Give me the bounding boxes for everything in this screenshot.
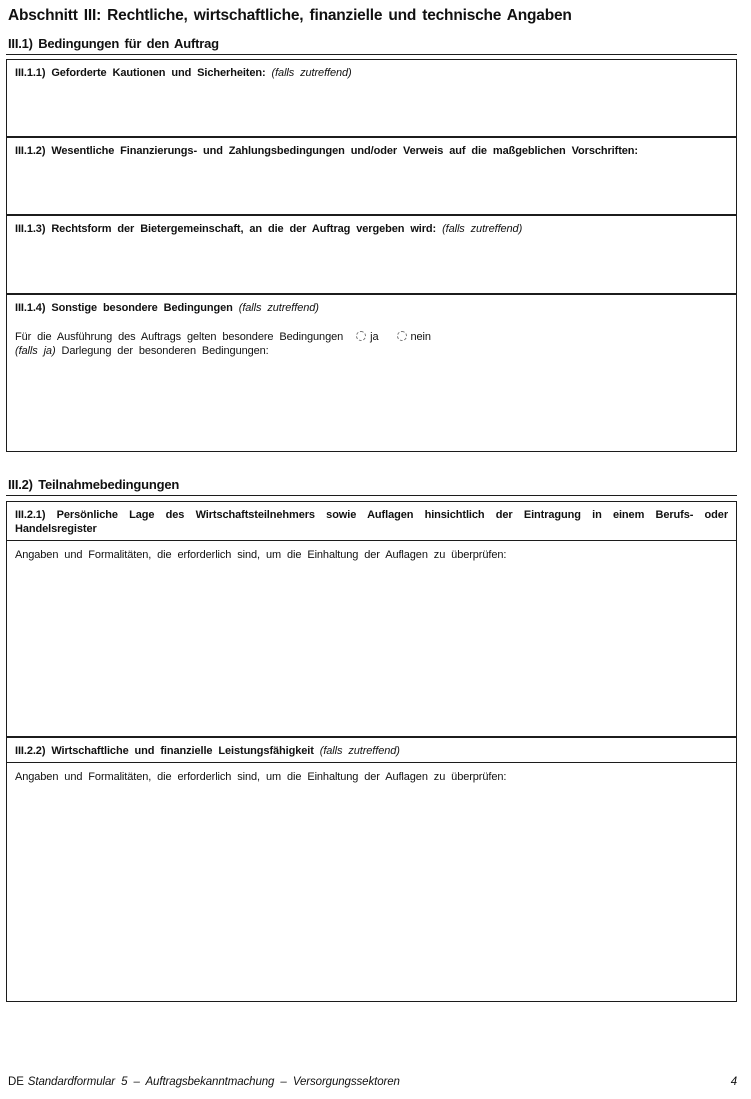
field-note-III-1-3: (falls zutreffend): [442, 223, 523, 235]
special-conditions-question-row: [15, 330, 728, 344]
special-conditions-question: Für die Ausführung des Auftrags gelten besondere Bedingungen: [15, 331, 344, 343]
radio-nein-label: nein: [410, 331, 431, 343]
page-footer: [6, 1075, 737, 1089]
radio-ja-label: ja: [370, 331, 379, 343]
conditional-note: (falls ja): [15, 345, 56, 357]
field-box-III-2-2: [6, 737, 737, 1002]
page-title: Abschnitt III: Rechtliche, wirtschaftliche, finanzielle und technische Angaben: [8, 7, 572, 24]
radio-nein[interactable]: [397, 331, 407, 341]
field-box-III-1-4: [6, 294, 737, 452]
field-header-III-2-2: [7, 738, 736, 763]
conditional-text: Darlegung der besonderen Bedingungen:: [61, 345, 269, 357]
field-note-III-1-1: (falls zutreffend): [271, 67, 352, 79]
field-note-III-2-2: (falls zutreffend): [319, 745, 400, 757]
field-label-row: [15, 144, 728, 158]
field-label-row: [15, 301, 728, 315]
section-heading-III-1: III.1) Bedingungen für den Auftrag: [6, 37, 737, 55]
form-page: [6, 7, 737, 1002]
field-body-III-2-2: Angaben und Formalitäten, die erforderlich sind, um die Einhaltung der Auflagen zu überprüfen:: [15, 771, 507, 783]
field-label-III-2-2: III.2.2) Wirtschaftliche und finanzielle Leistungsfähigkeit: [15, 745, 314, 757]
footer-form-name: Standardformular 5 – Auftragsbekanntmachung – Versorgungssektoren: [27, 1076, 400, 1088]
radio-ja[interactable]: [356, 331, 366, 341]
field-box-III-1-2: [6, 137, 737, 215]
footer-language-code: DE: [8, 1076, 24, 1088]
section-heading-III-2: III.2) Teilnahmebedingungen: [6, 478, 737, 496]
field-label-III-1-2: III.1.2) Wesentliche Finanzierungs- und Zahlungsbedingungen und/oder Verweis auf die maßgeblichen Vorschriften:: [15, 145, 638, 157]
field-label-row: [15, 66, 728, 80]
field-box-III-2-1: [6, 501, 737, 737]
field-label-III-1-3: III.1.3) Rechtsform der Bietergemeinschaft, an die der Auftrag vergeben wird:: [15, 223, 437, 235]
field-label-III-1-4: III.1.4) Sonstige besondere Bedingungen: [15, 302, 233, 314]
conditional-row: [15, 344, 728, 358]
field-box-III-1-1: [6, 59, 737, 137]
field-body-III-2-1: Angaben und Formalitäten, die erforderlich sind, um die Einhaltung der Auflagen zu überprüfen:: [15, 549, 507, 561]
field-label-III-1-1: III.1.1) Geforderte Kautionen und Sicherheiten:: [15, 67, 266, 79]
field-note-III-1-4: (falls zutreffend): [238, 302, 319, 314]
footer-form-identifier: [6, 1075, 400, 1089]
field-label-row: [15, 222, 728, 236]
field-label-III-2-1: III.2.1) Persönliche Lage des Wirtschaftsteilnehmers sowie Auflagen hinsichtlich der Eintragung in einem Berufs- oder Handelsregister: [7, 502, 736, 541]
field-box-III-1-3: [6, 215, 737, 294]
footer-page-number: 4: [730, 1076, 737, 1088]
